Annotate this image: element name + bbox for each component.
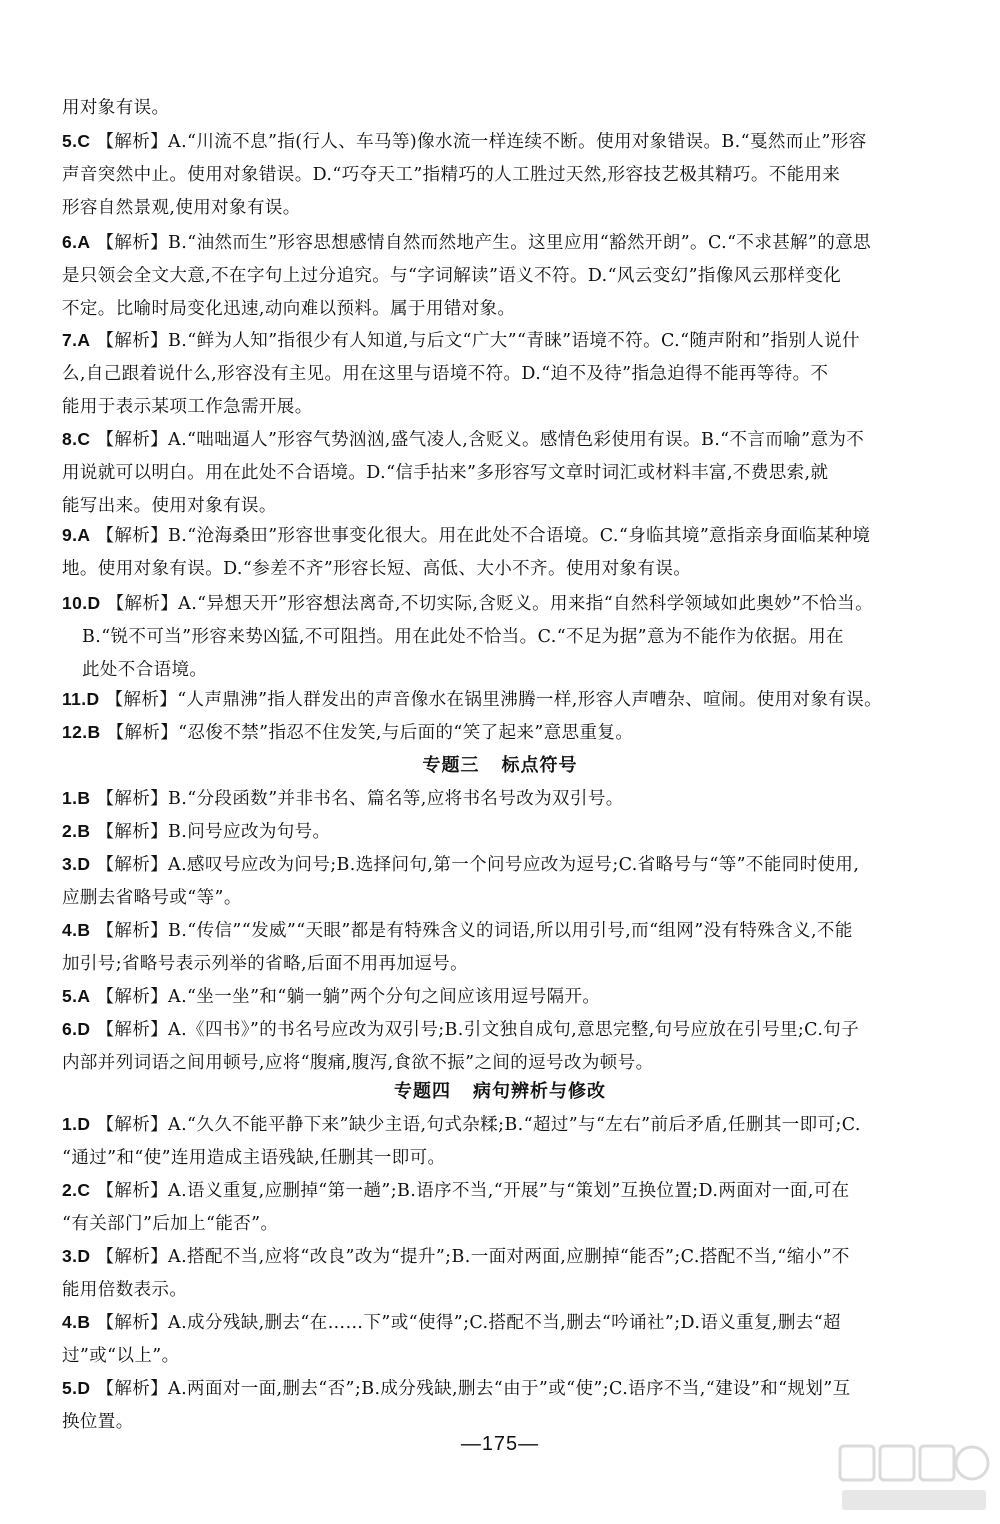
answer-number: 2.C [62,1180,91,1200]
answer-line [62,716,952,750]
answer-number: 5.D [62,1378,91,1398]
answer-text: 换位置。 [62,1412,134,1432]
answer-line [62,587,952,621]
answer-item [62,1306,952,1373]
answer-text: 【解析】B.“沧海桑田”形容世事变化很大。用在此处不合语境。C.“身临其境”意指亲身面临某种境 [96,526,871,546]
answer-line [62,423,952,457]
answer-text: 【解析】A.语义重复,应删掉“第一趟”;B.语序不当,“开展”与“策划”互换位置;D.两面对一面,可在 [96,1181,850,1201]
answer-text: 内部并列词语之间用顿号,应将“腹痛,腹泻,食欲不振”之间的逗号改为顿号。 [62,1053,654,1073]
answer-line [62,1274,952,1307]
answer-item [62,226,952,326]
answer-line [62,621,952,654]
answer-item [62,815,952,849]
answer-item [62,423,952,523]
answer-number: 6.D [62,1019,91,1039]
answer-number: 3.D [62,854,91,874]
answer-item [62,92,952,125]
answer-number: 8.C [62,429,91,449]
answer-text: 【解析】B.“油然而生”形容思想感情自然而然地产生。这里应用“豁然开朗”。C.“不求甚解”的意思 [96,233,872,253]
answer-text: 【解析】A.“川流不息”指(行人、车马等)像水流一样连续不断。使用对象错误。B.“戛然而止”形容 [96,132,867,152]
answer-text: 用说就可以明白。用在此处不合语境。D.“信手拈来”多形容写文章时词汇或材料丰富,不费思索,就 [62,463,829,483]
answer-line [62,1047,952,1080]
answer-text: 能写出来。使用对象有误。 [62,496,277,516]
section-title: 病句辨析与修改 [473,1081,606,1102]
answer-item [62,1013,952,1080]
answer-text: 地。使用对象有误。D.“参差不齐”形容长短、高低、大小不齐。使用对象有误。 [62,559,692,579]
answer-text: 此处不合语境。 [82,660,208,680]
page-number: —175— [460,1433,540,1455]
answer-text: 【解析】A.两面对一面,删去“否”;B.成分残缺,删去“由于”或“使”;C.语序不当,“建设”和“规划”互 [96,1379,851,1399]
answer-line [62,683,952,717]
answer-line [62,260,952,293]
answer-line [62,948,952,981]
answer-line [62,980,952,1014]
answer-text: 加引号;省略号表示列举的省略,后面不用再加逗号。 [62,954,469,974]
answer-text: 能用于表示某项工作急需开展。 [62,397,313,417]
section-heading [0,751,1000,781]
answer-text: 【解析】B.“分段函数”并非书名、篇名等,应将书名号改为双引号。 [96,789,624,809]
answer-text: 【解析】A.“久久不能平静下来”缺少主语,句式杂糅;B.“超过”与“左右”前后矛盾,任删其一即可;C. [96,1115,861,1135]
answer-text: 用对象有误。 [62,98,170,118]
answer-line [62,293,952,326]
answer-line [62,457,952,490]
answer-number: 10.D [62,593,101,613]
answer-item [62,1108,952,1175]
answer-text: 【解析】A.“异想天开”形容想法离奇,不切实际,含贬义。用来指“自然科学领域如此奥妙”不恰当。 [106,594,873,614]
answer-line [62,391,952,424]
answer-number: 7.A [62,330,91,350]
answer-line [62,914,952,948]
answer-item [62,1174,952,1241]
answer-line [62,1372,952,1406]
section-heading [0,1077,1000,1107]
answer-line [62,1142,952,1175]
answer-line [62,324,952,358]
answer-line [62,125,952,159]
answer-number: 6.A [62,232,91,252]
answer-number: 9.A [62,525,91,545]
answer-line [62,848,952,882]
answer-text: 【解析】B.问号应改为句号。 [96,822,331,842]
answer-line [62,226,952,260]
answer-line [62,1208,952,1241]
answer-item [62,324,952,424]
answer-item [62,848,952,915]
answer-item [62,587,952,687]
answer-line [62,882,952,915]
answer-text: 声音突然中止。使用对象错误。D.“巧夺天工”指精巧的人工胜过天然,形容技艺极其精巧。不能用来 [62,165,841,185]
answer-line [62,92,952,125]
answer-text: 【解析】B.“鲜为人知”指很少有人知道,与后文“广大”“青睐”语境不符。C.“随声附和”指别人说什 [96,331,860,351]
answer-line [62,1013,952,1047]
answer-item [62,980,952,1014]
answer-line [62,192,952,225]
answer-text: 【解析】A.《四书》”的书名号应改为双引号;B.引文独自成句,意思完整,句号应放在引号里;C.句子 [96,1020,860,1040]
answer-text: “有关部门”后加上“能否”。 [62,1214,279,1234]
answer-text: 【解析】“忍俊不禁”指忍不住发笑,与后面的“笑了起来”意思重复。 [106,723,634,743]
answer-number: 3.D [62,1246,91,1266]
answer-number: 4.B [62,920,91,940]
answer-line [62,1240,952,1274]
section-label: 专题三 [422,755,480,776]
answer-line [62,358,952,391]
answer-item [62,519,952,586]
answer-number: 1.D [62,1114,91,1134]
answer-text: 【解析】A.感叹号应改为问号;B.选择问句,第一个问号应改为逗号;C.省略号与“等”不能同时使用, [96,855,860,875]
answer-text: B.“锐不可当”形容来势凶猛,不可阻挡。用在此处不恰当。C.“不足为据”意为不能作为依据。用在 [82,627,844,647]
answer-number: 4.B [62,1312,91,1332]
answer-item [62,1240,952,1307]
answer-text: 是只领会全文大意,不在字句上过分追究。与“字词解读”语义不符。D.“风云变幻”指像风云那样变化 [62,266,842,286]
answer-number: 2.B [62,821,91,841]
answer-line [62,519,952,553]
answer-text: 么,自己跟着说什么,形容没有主见。用在这里与语境不符。D.“迫不及待”指急迫得不能再等待。不 [62,364,829,384]
answer-text: 【解析】A.成分残缺,删去“在……下”或“使得”;C.搭配不当,删去“吟诵社”;D.语义重复,删去“超 [96,1313,841,1333]
answer-item [62,1372,952,1439]
answer-text: 应删去省略号或“等”。 [62,888,242,908]
answer-text: 不定。比喻时局变化迅速,动向难以预料。属于用错对象。 [62,299,516,319]
answer-line [62,1340,952,1373]
answer-line [62,1108,952,1142]
answer-line [62,1306,952,1340]
answer-number: 5.A [62,986,91,1006]
answer-item [62,914,952,981]
answer-item [62,782,952,816]
section-title: 标点符号 [501,755,578,776]
answer-line [62,815,952,849]
answer-text: 【解析】A.“坐一坐”和“躺一躺”两个分句之间应该用逗号隔开。 [96,987,601,1007]
answer-line [62,159,952,192]
answer-line [62,1174,952,1208]
answer-line [62,553,952,586]
answer-item [62,125,952,225]
answer-text: “通过”和“使”连用造成主语残缺,任删其一即可。 [62,1148,446,1168]
answer-text: 【解析】“人声鼎沸”指人群发出的声音像水在锅里沸腾一样,形容人声嘈杂、喧闹。使用对象有误。 [105,690,883,710]
answer-text: 【解析】B.“传信”“发威”“天眼”都是有特殊含义的词语,所以用引号,而“组网”没有特殊含义,不能 [96,921,853,941]
answer-text: 过”或“以上”。 [62,1346,180,1366]
answer-number: 1.B [62,788,91,808]
answer-number: 12.B [62,722,101,742]
section-label: 专题四 [394,1081,451,1102]
answer-item [62,716,952,750]
answer-number: 5.C [62,131,91,151]
answer-text: 形容自然景观,使用对象有误。 [62,198,301,218]
answer-line [62,782,952,816]
answer-text: 【解析】A.“咄咄逼人”形容气势汹汹,盛气凌人,含贬义。感情色彩使用有误。B.“不言而喻”意为不 [96,430,865,450]
answer-item [62,683,952,717]
answer-number: 11.D [62,689,100,709]
answer-text: 【解析】A.搭配不当,应将“改良”改为“提升”;B.一面对两面,应删掉“能否”;C.搭配不当,“缩小”不 [96,1247,850,1267]
watermark-logo-icon [836,1440,992,1516]
answer-text: 能用倍数表示。 [62,1280,188,1300]
